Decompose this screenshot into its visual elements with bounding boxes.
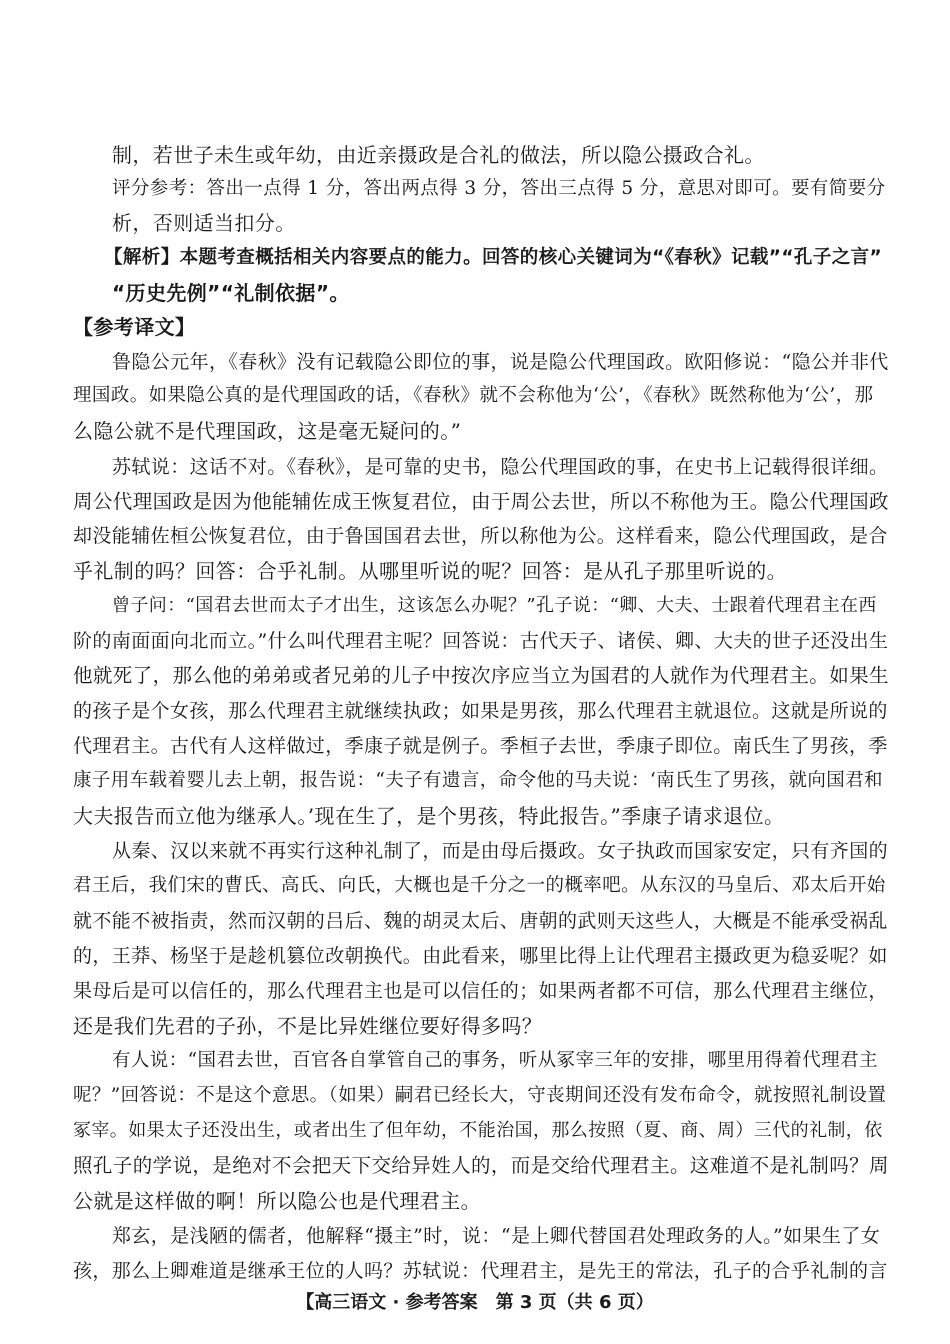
text-line: 析，否则适当扣分。: [112, 211, 296, 235]
text-line: 康子用车载着婴儿去上朝，报告说：“夫子有遗言，命令他的马夫说：‘南氏生了男孩，就向国君和: [73, 770, 883, 791]
paragraph-start-line: 苏轼说：这话不对。《春秋》，是可靠的史书，隐公代理国政的事，在史书上记载得很详细。: [112, 456, 889, 478]
analysis-line: 【解析】本题考查概括相关内容要点的能力。回答的核心关键词为“《春秋》记载”“孔子之言”: [104, 247, 883, 268]
text-line: 大夫报告而立他为继承人。’现在生了，是个男孩，特此报告。”季康子请求退位。: [73, 804, 785, 828]
text-line: 公就是这样做的啊！所以隐公也是代理君主。: [73, 1189, 481, 1213]
text-line: 孩，那么上卿难道是继承王位的人吗？苏轼说：代理君主，是先王的常法，孔子的合乎礼制的言: [73, 1260, 888, 1282]
text-line: 制，若世子未生或年幼，由近亲摄政是合礼的做法，所以隐公摄政合礼。: [112, 143, 765, 167]
text-line: 的孩子是个女孩，那么代理君主就继续执政；如果是男孩，那么代理君主就退位。这就是所说的: [73, 700, 888, 722]
section-heading-translation: 【参考译文】: [73, 315, 196, 339]
text-line: 周公代理国政是因为他能辅佐成王恢复君位，由于周公去世，所以不称他为王。隐公代理国政: [73, 490, 889, 513]
paragraph-start-line: 郑玄，是浅陋的儒者，他解释“摄主”时，说：“是上卿代替国君处理政务的人。”如果生了女: [112, 1225, 881, 1247]
paragraph-start-line: 鲁隐公元年，《春秋》没有记载隐公即位的事，说是隐公代理国政。欧阳修说：“隐公并非代: [112, 351, 889, 373]
text-line: 乎礼制的吗？回答：合乎礼制。从哪里听说的呢？回答：是从孔子那里听说的。: [73, 559, 787, 583]
paragraph-start-line: 从秦、汉以来就不再实行这种礼制了，而是由母后摄政。女子执政而国家安定，只有齐国的: [112, 840, 889, 862]
text-line: 还是我们先君的子孙，不是比异姓继位要好得多吗？: [73, 1014, 543, 1038]
analysis-line: “历史先例”“礼制依据”。: [112, 281, 350, 305]
text-line: 代理君主。古代有人这样做过，季康子就是例子。季桓子去世，季康子即位。南氏生了男孩，季: [73, 735, 888, 757]
page-footer: 【高三语文 · 参考答案 第 3 页（共 6 页）: [296, 1292, 654, 1313]
text-line: 果母后是可以信任的，那么代理君主也是可以信任的；如果两者都不可信，那么代理君主继位，: [73, 980, 888, 1002]
text-line: 冢宰。如果太子还没出生，或者出生了但年幼，不能治国，那么按照（夏、商、周）三代的礼制，依: [73, 1120, 883, 1141]
scoring-reference-line: 评分参考：答出一点得 1 分，答出两点得 3 分，答出三点得 5 分，意思对即可。要有简要分: [112, 178, 886, 199]
text-line: 照孔子的学说，是绝对不会把天下交给异姓人的，而是交给代理君主。这难道不是礼制吗？周: [73, 1154, 889, 1177]
text-line: 的，王莽、杨坚于是趁机篡位改朝换代。由此看来，哪里比得上让代理君主摄政更为稳妥呢？如: [73, 945, 888, 967]
text-line: 呢？”回答说：不是这个意思。（如果）嗣君已经长大，守丧期间还没有发布命令，就按照礼制设置: [73, 1085, 887, 1106]
text-line: 阶的南面面向北而立。”什么叫代理君主呢？回答说：古代天子、诸侯、卿、大夫的世子还没出生: [73, 630, 889, 652]
text-line: 他就死了，那么他的弟弟或者兄弟的儿子中按次序应当立为国君的人就作为代理君主。如果生: [73, 664, 889, 687]
text-line: 理国政。如果隐公真的是代理国政的话，《春秋》就不会称他为‘公’，《春秋》既然称他为‘公’，那: [73, 385, 874, 406]
text-line: 君王后，我们宋的曹氏、高氏、向氏，大概也是千分之一的概率吧。从东汉的马皇后、邓太后开始: [73, 875, 886, 896]
paragraph-start-line: 曾子问：“国君去世而太子才出生，这该怎么办呢？”孔子说：“卿、大夫、士跟着代理君主在西: [112, 595, 877, 616]
paragraph-start-line: 有人说：“国君去世，百官各自掌管自己的事务，听从冢宰三年的安排，哪里用得着代理君主: [112, 1050, 878, 1071]
text-line: 却没能辅佐桓公恢复君位，由于鲁国国君去世，所以称他为公。这样看来，隐公代理国政，是合: [73, 525, 888, 547]
text-line: 么隐公就不是代理国政，这是毫无疑问的。”: [73, 419, 462, 443]
text-line: 就不能不被指责，然而汉朝的吕后、魏的胡灵太后、唐朝的武则天这些人，大概是不能承受祸乱: [73, 910, 888, 932]
